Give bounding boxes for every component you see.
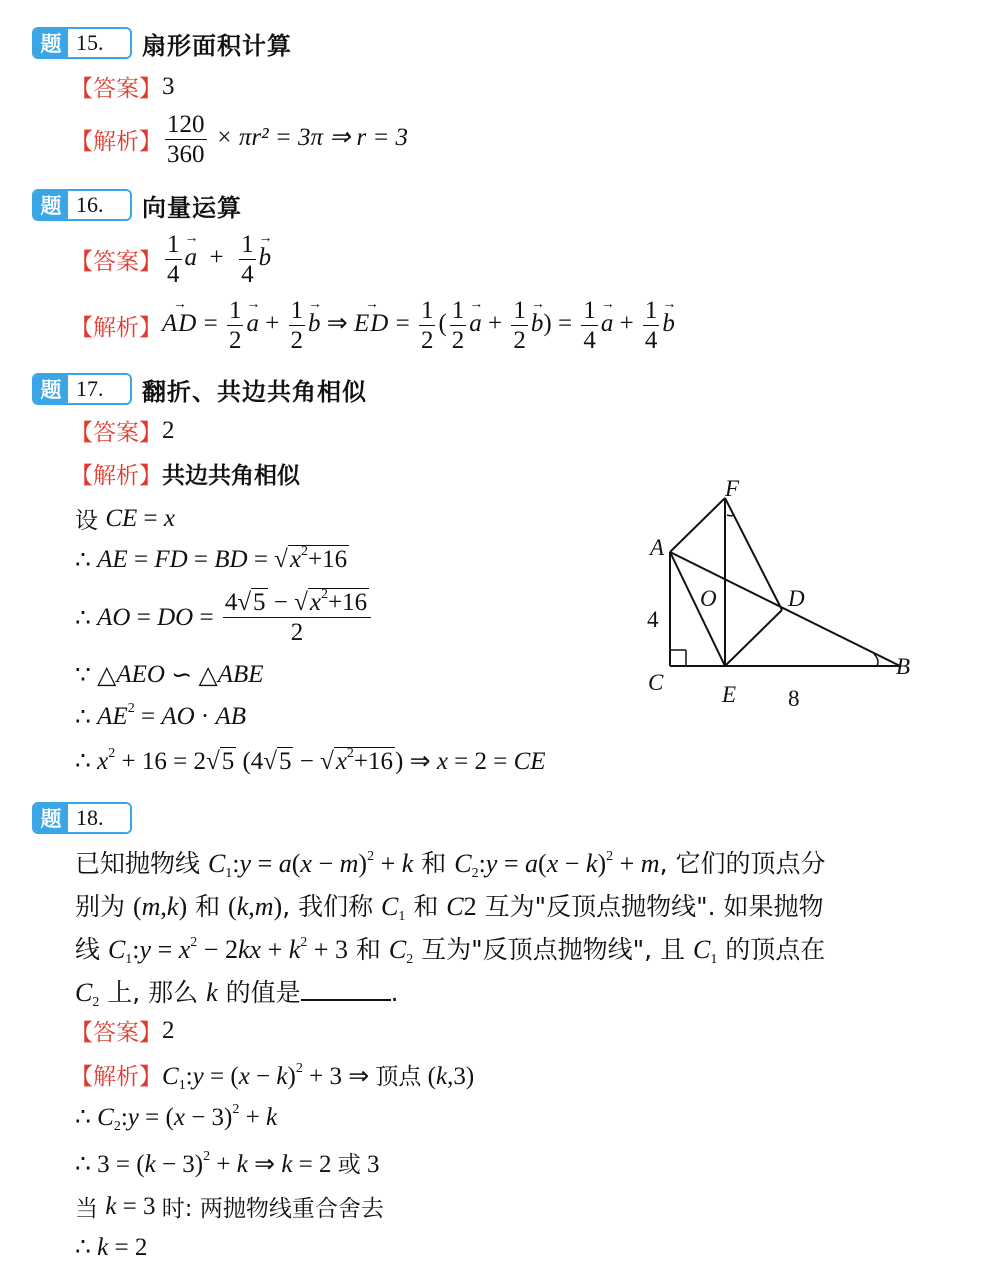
q18-answer-label: 【答案】: [70, 1020, 162, 1046]
q17-tag: [32, 373, 132, 405]
point-label-d: D: [788, 586, 805, 611]
q16-analysis-row: [70, 298, 675, 353]
q16-number: 16.: [68, 191, 130, 219]
q16-analysis: AD → = $\frac{1}{2}$ a → + $\frac{1}{2}$ b → ⇒ ED → = $\frac{1}{2}$ ( $\frac{1}{2}$ a → + $\frac{1}{2}$ b →) = $\frac{1}{4}$ a → + $\frac{1}{4}$ b →: [162, 298, 675, 353]
q17-line-5: ∴ AE $^2$ = AO · AB: [75, 701, 247, 731]
q17-analysis-row: [70, 457, 300, 490]
q17-line-3: ∴ AO = DO = $\frac{4√5 - √x^2+16}{2}$: [75, 590, 374, 645]
q17-analysis-label: 【解析】: [70, 463, 162, 489]
q17-title: 翻折、共边共角相似: [142, 377, 367, 406]
q17-figure: [630, 470, 930, 720]
point-label-f: F: [725, 476, 740, 501]
point-label-a: A: [650, 535, 665, 560]
seg-af: [670, 498, 725, 552]
q16-title: 向量运算: [142, 193, 242, 222]
answer-blank: [301, 977, 391, 1001]
side-label-eb: 8: [788, 686, 800, 711]
q18-line-1: $C_1:y = (x - k)^2 + 3$ ⇒ 顶点 (k,3): [162, 1061, 475, 1093]
q15-title: 扇形面积计算: [142, 31, 292, 60]
q18-problem-line-2: 别为 (m,k) 和 (k,m), 我们称 $C_1$ 和 C2 互为"反顶点抛物线". 如果抛物: [75, 892, 824, 924]
q18-analysis-label: 【解析】: [70, 1064, 162, 1090]
q17-answer-row: [70, 414, 175, 447]
q18-problem-line-4: $C_2$ 上, 那么 k 的值是 .: [75, 978, 399, 1010]
q16-analysis-label: 【解析】: [70, 315, 162, 341]
q18-analysis-row: [70, 1058, 474, 1091]
q17-answer-label: 【答案】: [70, 420, 162, 446]
q17-header: [32, 371, 367, 407]
side-label-ac: 4: [647, 607, 659, 632]
q17-answer: 2: [162, 416, 175, 444]
q17-analysis-title: 共边共角相似: [162, 463, 300, 489]
q15-answer: 3: [162, 72, 175, 100]
q18-problem-line-1: 已知抛物线 $C_1:y = a(x - m)^2 + k$ 和 $C_2:y = a(x - k)^2 + m$, 它们的顶点分: [75, 849, 826, 881]
q15-tag: [32, 27, 132, 59]
seg-ae: [670, 552, 725, 666]
q18-line-2: ∴ $C_2:y = (x - 3)^2 + k$: [75, 1102, 278, 1134]
q16-answer-label: 【答案】: [70, 249, 162, 275]
point-label-b: B: [896, 654, 911, 679]
q18-line-3: ∴ $3 = (k - 3)^2 + k$ ⇒ k = 2 或 3: [75, 1149, 380, 1178]
q17-line-2: ∴ AE = FD = BD = $√x^2+16$: [75, 544, 348, 574]
q16-answer-row: [70, 232, 271, 287]
q15-frac-num: 120: [167, 111, 205, 138]
q15-analysis: [162, 112, 408, 167]
q16-header: [32, 187, 242, 223]
q18-answer: 2: [162, 1016, 175, 1044]
q15-answer-row: [70, 70, 175, 103]
q18-header: [32, 800, 132, 836]
q18-answer-row: [70, 1014, 175, 1047]
point-label-e: E: [722, 682, 737, 707]
q18-line-5: ∴ k = 2: [75, 1234, 148, 1261]
q15-answer-label: 【答案】: [70, 76, 162, 102]
q16-answer: $\frac{1}{4}$ a → + $\frac{1}{4}$ b →: [162, 232, 271, 287]
point-label-c: C: [648, 670, 664, 695]
q15-analysis-row: [70, 112, 408, 167]
q18-line-4: 当 k = 3 时: 两抛物线重合舍去: [75, 1192, 384, 1222]
point-label-o: O: [700, 586, 717, 611]
q15-number: 15.: [68, 29, 130, 57]
q18-number: 18.: [68, 804, 130, 832]
q17-line-6: ∴ $x^2 + 16 = 2√5$ $(4√5 - √x^2+16)$ ⇒ x = 2 = CE: [75, 746, 546, 775]
q15-analysis-label: 【解析】: [70, 129, 162, 155]
q18-problem-line-3: 线 $C_1:y = x^2 - 2kx + k^2 + 3$ 和 $C_2$ 互为"反顶点抛物线", 且 $C_1$ 的顶点在: [75, 935, 826, 967]
q15-analysis-rest: × πr² = 3π ⇒ r = 3: [215, 124, 409, 152]
q17-line-4: ∵ △ AEO ∽ △ ABE: [75, 661, 264, 689]
q18-tag: [32, 802, 132, 834]
q15-tag-icon: 题: [34, 29, 68, 57]
q16-tag-icon: 题: [34, 191, 68, 219]
q16-tag: [32, 189, 132, 221]
q18-tag-icon: 题: [34, 804, 68, 832]
q17-number: 17.: [68, 375, 130, 403]
q17-line-1: 设 CE = x: [75, 504, 175, 534]
seg-ed: [725, 610, 782, 666]
q18-problem: [75, 842, 955, 1014]
q15-frac-den: 360: [167, 141, 205, 168]
q17-tag-icon: 题: [34, 375, 68, 403]
q15-header: [32, 25, 292, 61]
